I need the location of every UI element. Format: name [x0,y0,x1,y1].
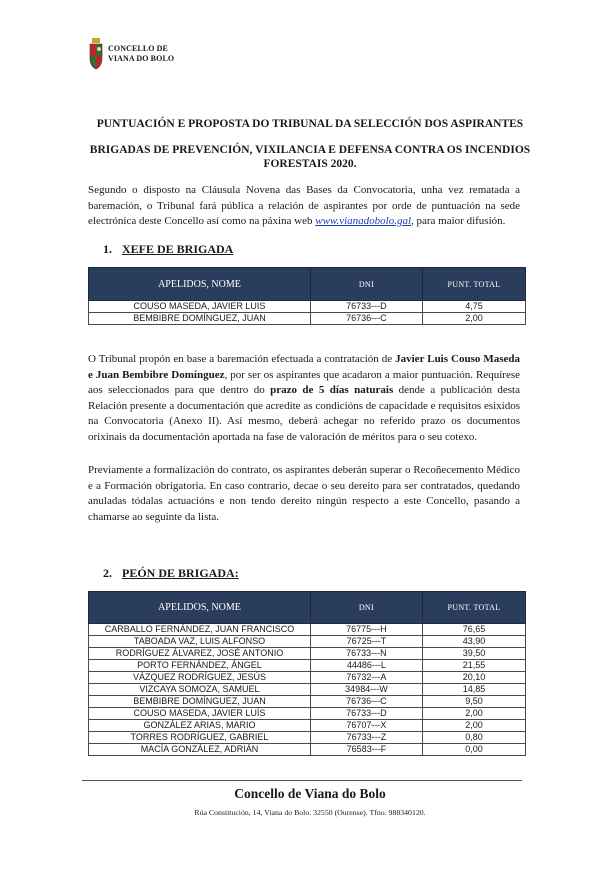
cell-name: PORTO FERNÁNDEZ, ÁNGEL [89,660,311,672]
column-header-score: PUNT. TOTAL [422,592,525,624]
cell-score: 4,75 [422,301,525,313]
selected-candidates: Javier Luis Couso Maseda e Juan Bembibre Domínguez [88,353,521,381]
column-header-score: PUNT. TOTAL [422,268,525,301]
table-row [89,696,526,708]
org-name-line2: VIANA DO BOLO [108,54,175,63]
peon-brigada-table [88,591,526,756]
cell-name: RODRÍGUEZ ÁLVAREZ, JOSÉ ANTONIO [89,648,311,660]
column-header-dni: DNI [310,592,422,624]
intro-text: Segundo o disposto na Cláusula Novena das Bases da Convocatoria, unha vez rematada a baremación, o Tribunal fará pública a relación de aspirantes por orde de puntuación na sede electrónica deste Concello así como na páxina web [88,184,520,227]
cell-score: 43,90 [422,636,525,648]
cell-dni: 76733---Z [310,732,422,744]
section-number: 2. [103,566,112,580]
document-subtitle [80,143,540,171]
cell-score: 39,50 [422,648,525,660]
table-header-row [89,268,526,301]
cell-score: 76,65 [422,624,525,636]
municipal-logo [88,38,174,70]
cell-dni: 76732---A [310,672,422,684]
cell-score: 9,50 [422,696,525,708]
cell-dni: 76733---D [310,301,422,313]
table-row [89,313,526,325]
proposal-text: , por ser os aspirantes que acadaron a maior puntuación. Requírese aos seleccionados para que dentro do [88,368,520,396]
section-label: PEÓN DE BRIGADA: [122,566,239,580]
table-row [89,636,526,648]
section-number: 1. [103,242,112,256]
intro-text-end: , para maior difusión. [411,215,506,227]
proposal-text: O Tribunal propón en base a baremación efectuada a contratación de [88,353,396,365]
column-header-name: APELIDOS, NOME [89,592,311,624]
cell-dni: 76725---T [310,636,422,648]
cell-score: 2,00 [422,313,525,325]
cell-dni: 76736---C [310,696,422,708]
table-row [89,660,526,672]
proposal-paragraph [88,352,520,445]
cell-score: 0,00 [422,744,525,756]
cell-name: COUSO MASEDA, JAVIER LUIS [89,301,311,313]
cell-score: 2,00 [422,708,525,720]
cell-name: MACÍA GONZÁLEZ, ADRIÁN [89,744,311,756]
cell-dni: 44486---L [310,660,422,672]
intro-paragraph [88,183,520,230]
cell-score: 0,80 [422,732,525,744]
requirements-paragraph: Previamente a formalización do contrato, os aspirantes deberán superar o Recoñecemento Médico e a Formación obrigatoria. En caso contrario, decae o seu dereito para ser contratados, quedando anuladas tódalas actuacións e non tendo dereito ningún respecto a este Concello, pasando a chamarse ao seguinte da lista. [88,464,520,523]
cell-dni: 76583---F [310,744,422,756]
website-link[interactable]: www.vianadobolo.gal [315,215,411,227]
cell-name: BEMBIBRE DOMÍNGUEZ, JUAN [89,313,311,325]
table-row [89,684,526,696]
footer-divider [82,780,522,781]
table-row [89,708,526,720]
column-header-name: APELIDOS, NOME [89,268,311,301]
cell-score: 20,10 [422,672,525,684]
cell-name: CARBALLO FERNÁNDEZ, JUAN FRANCISCO [89,624,311,636]
table-row [89,672,526,684]
table-row [89,744,526,756]
cell-dni: 76733---N [310,648,422,660]
table-header-row [89,592,526,624]
footer-org-name: Concello de Viana do Bolo [234,786,386,801]
cell-dni: 76736---C [310,313,422,325]
coat-of-arms-icon [88,38,104,70]
table-row [89,720,526,732]
table-row [89,732,526,744]
cell-score: 21,55 [422,660,525,672]
cell-score: 14,85 [422,684,525,696]
cell-name: VÁZQUEZ RODRÍGUEZ, JESÚS [89,672,311,684]
cell-dni: 76733---D [310,708,422,720]
cell-name: TORRES RODRÍGUEZ, GABRIEL [89,732,311,744]
cell-dni: 34984---W [310,684,422,696]
org-name [108,44,174,64]
proposal-text: dende a publicación desta Relación presente a documentación que acredite as condicións de capacidade e requisitos esixidos na Convocatoria (Anexo II). Así mesmo, deberá achegar no referido prazo os documentos orixinais da documentación aportada na fase de valoración de méritos para o seu cotexo. [88,384,520,443]
table-row [89,624,526,636]
section-label: XEFE DE BRIGADA [122,242,234,256]
cell-name: COUSO MASEDA, JAVIER LUÍS [89,708,311,720]
org-name-line1: CONCELLO DE [108,44,168,53]
xefe-brigada-table [88,267,526,325]
footer-address: Rúa Constitución, 14, Viana do Bolo. 32550 (Ourense). Tfno. 988340120. [194,808,426,817]
cell-dni: 76707---X [310,720,422,732]
section-heading-xefe [103,242,233,256]
document-title: PUNTUACIÓN E PROPOSTA DO TRIBUNAL DA SELECCIÓN DOS ASPIRANTES [96,118,524,130]
table-row [89,301,526,313]
subtitle-line2: FORESTAIS 2020. [263,158,357,170]
cell-name: GONZÁLEZ ARIAS, MARIO [89,720,311,732]
cell-score: 2,00 [422,720,525,732]
subtitle-line1: BRIGADAS DE PREVENCIÓN, VIXILANCIA E DEFENSA CONTRA OS INCENDIOS [89,144,531,156]
cell-dni: 76775---H [310,624,422,636]
deadline: prazo de 5 días naturais [270,384,394,396]
table-row [89,648,526,660]
column-header-dni: DNI [310,268,422,301]
cell-name: TABOADA VAZ, LUIS ALFONSO [89,636,311,648]
cell-name: BEMBIBRE DOMÍNGUEZ, JUAN [89,696,311,708]
section-heading-peon [103,566,239,580]
cell-name: VIZCAYA SOMOZA, SAMUEL [89,684,311,696]
